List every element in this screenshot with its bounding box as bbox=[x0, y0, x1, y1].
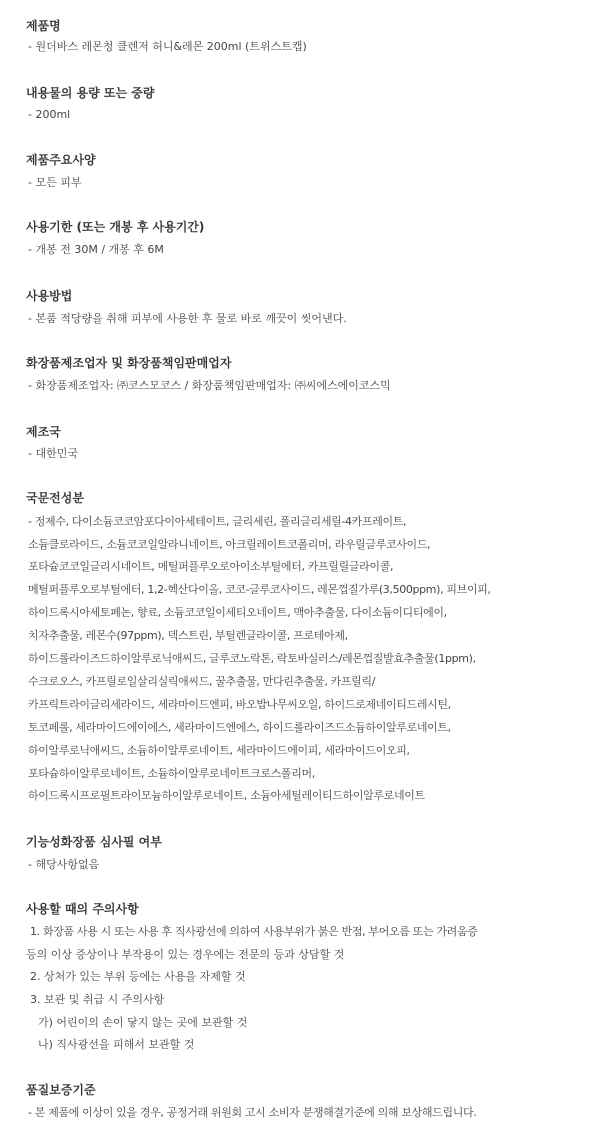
section-heading: 사용방법 bbox=[26, 289, 73, 303]
precaution-subline: 나) 직사광선을 피해서 보관할 것 bbox=[38, 1038, 195, 1051]
ingredient-line: - 정제수, 다이소듐코코암포다이아세테이트, 글리세린, 폴리글리세릴-4카프레이트, bbox=[28, 515, 407, 528]
section-heading: 품질보증기준 bbox=[26, 1083, 96, 1097]
section-heading: 사용기한 (또는 개봉 후 사용기간) bbox=[26, 220, 205, 234]
ingredient-line: 하이드롤라이즈드하이알루로닉애씨드, 글루코노락톤, 락토바실러스/레몬껍질발효추출물(1ppm), bbox=[28, 652, 476, 665]
section-heading: 제품주요사양 bbox=[26, 153, 96, 167]
precaution-line: 등의 이상 증상이나 부작용이 있는 경우에는 전문의 등과 상담할 것 bbox=[26, 948, 345, 961]
section-text-line: - 대한민국 bbox=[28, 447, 78, 460]
ingredient-line: 포타슘하이알루로네이트, 소듐하이알루로네이트크로스폴리머, bbox=[28, 767, 315, 780]
ingredient-line: 치자추출물, 레몬수(97ppm), 덱스트린, 부틸렌글라이콜, 프로테아제, bbox=[28, 629, 348, 642]
ingredient-line: 토코페롤, 세라마이드에이에스, 세라마이드엔에스, 하이드롤라이즈드소듐하이알루로네이트, bbox=[28, 721, 451, 734]
section-heading: 제품명 bbox=[26, 19, 61, 33]
section-heading: 내용물의 용량 또는 중량 bbox=[26, 86, 155, 100]
ingredient-line: 메틸퍼플루오로부틸에터, 1,2-헥산다이올, 코코-글루코사이드, 레몬껍질가루(3,500ppm), 피브이피, bbox=[28, 583, 491, 596]
section-text-line: - 본 제품에 이상이 있을 경우, 공정거래 위원회 고시 소비자 분쟁해결기준에 의해 보상해드립니다. bbox=[28, 1106, 477, 1119]
section-text-line: - 본품 적당량을 취해 피부에 사용한 후 물로 바로 깨끗이 씻어낸다. bbox=[28, 312, 347, 325]
precaution-line: 2. 상처가 있는 부위 등에는 사용을 자제할 것 bbox=[30, 970, 246, 983]
precaution-subline: 가) 어린이의 손이 닿지 않는 곳에 보관할 것 bbox=[38, 1016, 248, 1029]
section-text-line: - 화장품제조업자: ㈜코스모코스 / 화장품책임판매업자: ㈜씨에스에이코스믹 bbox=[28, 379, 391, 392]
section-heading: 국문전성분 bbox=[26, 491, 84, 505]
precaution-line: 3. 보관 및 취급 시 주의사항 bbox=[30, 993, 165, 1006]
ingredient-line: 포타슘코코일글리시네이트, 메틸퍼플루오로아이소부틸에터, 카프릴릴글라이콜, bbox=[28, 560, 394, 573]
section-text-line: - 모든 피부 bbox=[28, 176, 82, 189]
section-heading: 기능성화장품 심사필 여부 bbox=[26, 835, 162, 849]
ingredient-line: 카프릭트라이글리세라이드, 세라마이드엔피, 바오밥나무씨오일, 하이드로제네이티드레시틴, bbox=[28, 698, 451, 711]
section-text-line: - 개봉 전 30M / 개봉 후 6M bbox=[28, 243, 164, 256]
ingredient-line: 하이알루로닉애씨드, 소듐하이알루로네이트, 세라마이드에이피, 세라마이드이오피, bbox=[28, 744, 410, 757]
section-heading: 사용할 때의 주의사항 bbox=[26, 902, 139, 916]
ingredient-line: 하이드록시아세토페논, 향료, 소듐코코일이세티오네이트, 맥아추출물, 다이소듐이디티에이, bbox=[28, 606, 447, 619]
ingredient-line: 하이드록시프로필트라이모늄하이알루로네이트, 소듐아세틸레이티드하이알루로네이트 bbox=[28, 789, 425, 802]
ingredient-line: 수크로오스, 카프릴로일살리실릭애씨드, 꿀추출물, 만다린추출물, 카프릴릭/ bbox=[28, 675, 376, 688]
precaution-line: 1. 화장품 사용 시 또는 사용 후 직사광선에 의하여 사용부위가 붉은 반점, 부어오름 또는 가려움증 bbox=[30, 925, 478, 938]
section-text-line: - 해당사항없음 bbox=[28, 858, 100, 871]
ingredient-line: 소듐클로라이드, 소듐코코일알라니네이트, 아크릴레이트코폴리머, 라우릴글루코사이드, bbox=[28, 538, 431, 551]
section-heading: 화장품제조업자 및 화장품책임판매업자 bbox=[26, 356, 232, 370]
section-heading: 제조국 bbox=[26, 425, 61, 439]
section-text-line: - 200ml bbox=[28, 108, 71, 121]
section-text-line: - 원더바스 레몬청 클렌저 허니&레몬 200ml (트위스트캡) bbox=[28, 40, 307, 53]
